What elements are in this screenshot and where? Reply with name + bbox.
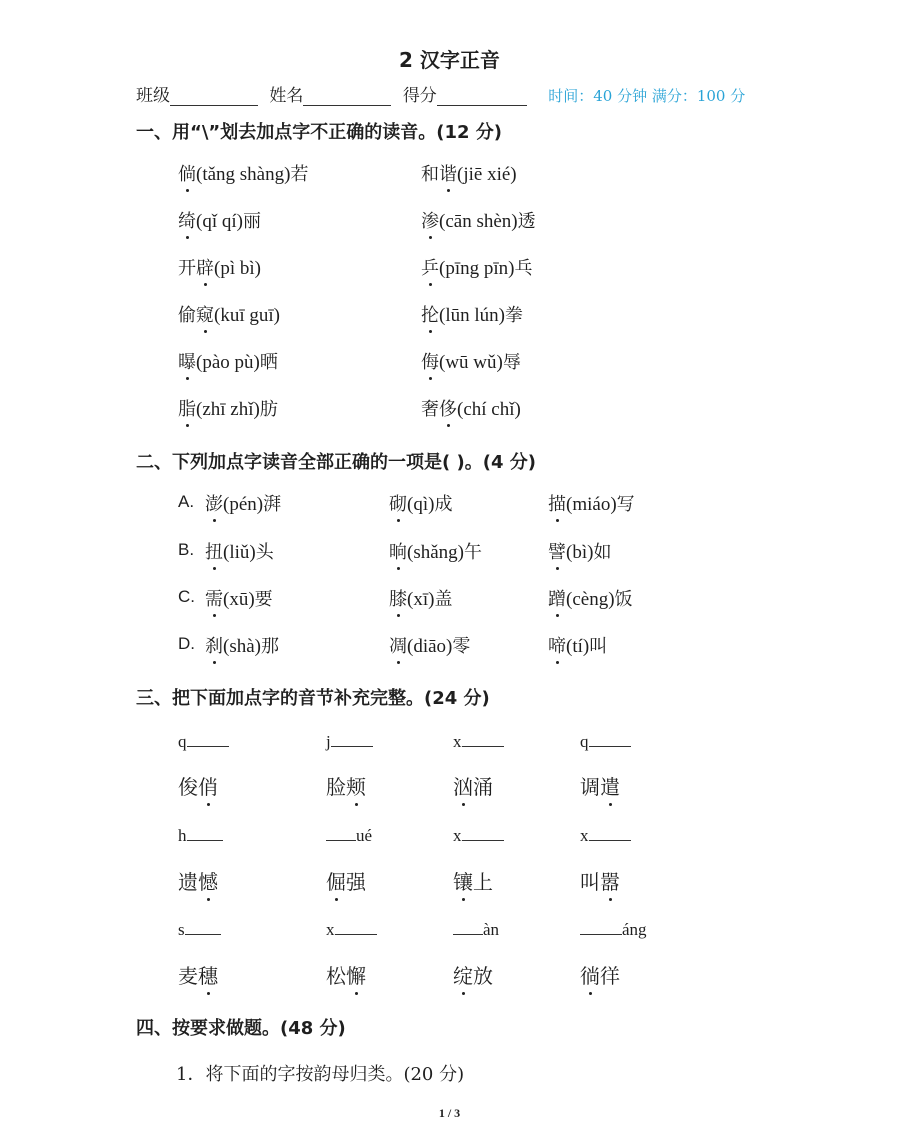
option-row[interactable] xyxy=(178,538,698,566)
pronunciation-item xyxy=(421,301,523,327)
answer-line[interactable] xyxy=(462,826,504,841)
dotted-char: 扭 xyxy=(205,538,223,564)
answer-line[interactable] xyxy=(335,920,377,935)
word-suffix: 强 xyxy=(346,870,366,894)
pinyin-options[interactable]: (shǎng) xyxy=(407,542,464,563)
word-suffix: 湃 xyxy=(263,494,282,515)
word-suffix: 拳 xyxy=(504,305,523,326)
dotted-char: 晌 xyxy=(389,538,407,564)
option-word xyxy=(205,490,281,516)
syllable-blank[interactable] xyxy=(580,920,647,940)
word-suffix: 若 xyxy=(290,164,309,185)
word-suffix: 成 xyxy=(434,494,453,515)
pinyin-options[interactable]: (pì bì) xyxy=(214,258,261,279)
dotted-char: 谐 xyxy=(439,160,457,186)
dotted-char: 俏 xyxy=(198,771,218,800)
dotted-char: 侈 xyxy=(439,395,457,421)
option-word xyxy=(205,585,273,611)
word-prefix: 开 xyxy=(178,258,196,279)
syllable-blank[interactable] xyxy=(580,826,631,846)
dotted-char: 澎 xyxy=(205,490,223,516)
syllable-initial: j xyxy=(326,732,331,751)
pinyin-options[interactable]: (xū) xyxy=(223,589,255,610)
pinyin-options[interactable]: (chí chǐ) xyxy=(457,399,521,420)
pronunciation-item xyxy=(178,348,278,374)
word-suffix: 上 xyxy=(473,870,493,894)
word-prefix: 调 xyxy=(580,775,600,799)
word-suffix: 饭 xyxy=(614,589,633,610)
dotted-char: 啼 xyxy=(548,632,566,658)
word-suffix: 徉 xyxy=(600,964,620,988)
syllable-initial: x xyxy=(453,732,462,751)
time-info: 时间：40 分钟 满分：100 分 xyxy=(548,87,746,105)
pinyin-options[interactable]: (xī) xyxy=(407,589,435,610)
dotted-char: 嚣 xyxy=(600,866,620,895)
pinyin-options[interactable]: (miáo) xyxy=(566,494,617,515)
dotted-char: 辟 xyxy=(196,254,214,280)
dotted-char: 曝 xyxy=(178,348,196,374)
dotted-char: 蹭 xyxy=(548,585,566,611)
word-prefix: 俊 xyxy=(178,775,198,799)
option-row[interactable] xyxy=(178,585,698,613)
pinyin-options[interactable]: (cèng) xyxy=(566,589,615,610)
dotted-char: 窥 xyxy=(196,301,214,327)
option-word xyxy=(205,632,279,658)
dotted-char: 渗 xyxy=(421,207,439,233)
pinyin-options[interactable]: (qǐ qí) xyxy=(196,211,243,232)
section4-heading: 四、按要求做题。(48 分) xyxy=(136,1018,346,1039)
word-item xyxy=(580,866,620,895)
pinyin-options[interactable]: (tí) xyxy=(566,636,590,657)
pronunciation-item xyxy=(178,160,308,186)
word-suffix: 零 xyxy=(452,636,471,657)
dotted-char: 倘 xyxy=(178,160,196,186)
pinyin-options[interactable]: (qì) xyxy=(407,494,435,515)
syllable-blank[interactable] xyxy=(178,826,223,846)
pronunciation-item xyxy=(178,207,261,233)
word-item xyxy=(453,771,493,800)
word-suffix: 午 xyxy=(463,542,482,563)
word-suffix: 如 xyxy=(593,542,612,563)
dotted-char: 需 xyxy=(205,585,223,611)
dotted-char: 凋 xyxy=(389,632,407,658)
pronunciation-item xyxy=(421,207,536,233)
word-suffix: 晒 xyxy=(259,352,278,373)
answer-line[interactable] xyxy=(185,920,221,935)
syllable-initial: q xyxy=(178,732,187,751)
pronunciation-item xyxy=(421,348,521,374)
syllable-initial: x xyxy=(453,826,462,845)
syllable-initial: x xyxy=(580,826,589,845)
pronunciation-item xyxy=(421,254,532,280)
pinyin-options[interactable]: (pīng pīn) xyxy=(439,258,515,279)
word-item xyxy=(580,771,620,800)
word-prefix: 和 xyxy=(421,164,439,185)
word-prefix: 脸 xyxy=(326,775,346,799)
dotted-char: 穗 xyxy=(198,960,218,989)
pinyin-options[interactable]: (pén) xyxy=(223,494,264,515)
word-suffix: 涌 xyxy=(473,775,493,799)
word-item xyxy=(326,960,366,989)
option-word xyxy=(205,538,274,564)
page-number: 1 / 3 xyxy=(438,1106,461,1120)
dotted-char: 譬 xyxy=(548,538,566,564)
word-prefix: 叫 xyxy=(580,870,600,894)
class-blank[interactable] xyxy=(170,87,258,106)
word-item xyxy=(326,866,366,895)
dotted-char: 懈 xyxy=(346,960,366,989)
syllable-blank[interactable] xyxy=(326,920,377,940)
syllable-blank[interactable] xyxy=(453,732,504,752)
word-suffix: 要 xyxy=(254,589,273,610)
pinyin-options[interactable]: (wū wǔ) xyxy=(439,352,503,373)
pronunciation-item xyxy=(178,301,280,327)
answer-line[interactable] xyxy=(462,732,504,747)
syllable-initial: h xyxy=(178,826,187,845)
dotted-char: 描 xyxy=(548,490,566,516)
dotted-char: 刹 xyxy=(205,632,223,658)
word-prefix: 麦 xyxy=(178,964,198,988)
answer-line[interactable] xyxy=(589,826,631,841)
pinyin-options[interactable]: (bì) xyxy=(566,542,594,563)
word-item xyxy=(326,771,366,800)
pinyin-options[interactable]: (diāo) xyxy=(407,636,453,657)
student-info-line xyxy=(136,81,746,106)
syllable-blank[interactable] xyxy=(453,826,504,846)
pinyin-options[interactable]: (lūn lún) xyxy=(439,305,505,326)
option-row[interactable] xyxy=(178,490,698,518)
option-word xyxy=(389,538,482,564)
word-item xyxy=(580,960,620,989)
option-letter: B. xyxy=(178,540,195,559)
dotted-char: 倔 xyxy=(326,866,346,895)
pinyin-options[interactable]: (cān shèn) xyxy=(439,211,518,232)
word-item xyxy=(178,866,218,895)
word-prefix: 松 xyxy=(326,964,346,988)
option-letter: C. xyxy=(178,587,195,606)
syllable-blank[interactable] xyxy=(580,732,631,752)
syllable-blank[interactable] xyxy=(326,732,373,752)
option-row[interactable] xyxy=(178,632,698,660)
pronunciation-item xyxy=(178,254,261,280)
answer-line[interactable] xyxy=(331,732,373,747)
syllable-final: áng xyxy=(622,920,647,939)
word-suffix: 那 xyxy=(260,636,279,657)
pinyin-options[interactable]: (pào pù) xyxy=(196,352,260,373)
pinyin-options[interactable]: (tǎng shàng) xyxy=(196,164,291,185)
name-blank[interactable] xyxy=(303,87,391,106)
pinyin-options[interactable]: (jiē xié) xyxy=(457,164,517,185)
syllable-blank[interactable] xyxy=(178,920,221,940)
section2-heading: 二、下列加点字读音全部正确的一项是( )。(4 分) xyxy=(136,452,536,473)
option-word xyxy=(389,632,470,658)
answer-line[interactable] xyxy=(453,920,483,935)
word-suffix: 写 xyxy=(616,494,635,515)
option-word xyxy=(389,490,452,516)
score-blank[interactable] xyxy=(437,87,527,106)
name-label: 姓名 xyxy=(269,86,304,106)
class-label: 班级 xyxy=(136,86,170,106)
dotted-char: 脂 xyxy=(178,395,196,421)
dotted-char: 汹 xyxy=(453,771,473,800)
answer-line[interactable] xyxy=(187,826,223,841)
answer-line[interactable] xyxy=(589,732,631,747)
pinyin-options[interactable]: (kuī guī) xyxy=(214,305,280,326)
option-letter: D. xyxy=(178,634,195,653)
word-prefix: 遗 xyxy=(178,870,198,894)
syllable-final: ué xyxy=(356,826,373,845)
word-suffix: 丽 xyxy=(242,211,261,232)
syllable-blank[interactable] xyxy=(326,826,372,846)
word-suffix: 叫 xyxy=(589,636,608,657)
option-word xyxy=(548,490,635,516)
option-word xyxy=(548,585,633,611)
section1-heading: 一、用“\”划去加点字不正确的读音。(12 分) xyxy=(136,122,503,143)
answer-line[interactable] xyxy=(326,826,356,841)
dotted-char: 徜 xyxy=(580,960,600,989)
dotted-char: 绮 xyxy=(178,207,196,233)
answer-line[interactable] xyxy=(187,732,229,747)
syllable-initial: q xyxy=(580,732,589,751)
option-letter: A. xyxy=(178,492,195,511)
section4-sub1: 1．将下面的字按韵母归类。(20 分) xyxy=(176,1064,465,1085)
word-suffix: 辱 xyxy=(502,352,521,373)
pronunciation-item xyxy=(421,160,517,186)
option-word xyxy=(389,585,452,611)
dotted-char: 镶 xyxy=(453,866,473,895)
option-word xyxy=(548,632,607,658)
word-item xyxy=(178,771,218,800)
syllable-final: àn xyxy=(483,920,500,939)
dotted-char: 憾 xyxy=(198,866,218,895)
word-suffix: 放 xyxy=(473,964,493,988)
option-word xyxy=(548,538,611,564)
word-item xyxy=(453,866,493,895)
pinyin-options[interactable]: (liǔ) xyxy=(223,542,256,563)
pronunciation-item xyxy=(178,395,278,421)
dotted-char: 绽 xyxy=(453,960,473,989)
word-item xyxy=(178,960,218,989)
syllable-initial: s xyxy=(178,920,185,939)
word-suffix: 乓 xyxy=(514,258,533,279)
word-prefix: 偷 xyxy=(178,305,196,326)
dotted-char: 膝 xyxy=(389,585,407,611)
dotted-char: 抡 xyxy=(421,301,439,327)
word-suffix: 头 xyxy=(255,542,274,563)
dotted-char: 砌 xyxy=(389,490,407,516)
pinyin-options[interactable]: (shà) xyxy=(223,636,261,657)
syllable-blank[interactable] xyxy=(178,732,229,752)
dotted-char: 乒 xyxy=(421,254,439,280)
pronunciation-item xyxy=(421,395,521,421)
word-suffix: 盖 xyxy=(434,589,453,610)
word-prefix: 奢 xyxy=(421,399,439,420)
page-title: 2 汉字正音 xyxy=(399,48,500,72)
word-suffix: 透 xyxy=(517,211,536,232)
word-item xyxy=(453,960,493,989)
score-label: 得分 xyxy=(402,86,437,106)
pinyin-options[interactable]: (zhī zhǐ) xyxy=(196,399,260,420)
answer-line[interactable] xyxy=(580,920,622,935)
dotted-char: 侮 xyxy=(421,348,439,374)
dotted-char: 颊 xyxy=(346,771,366,800)
section3-heading: 三、把下面加点字的音节补充完整。(24 分) xyxy=(136,688,490,709)
dotted-char: 遣 xyxy=(600,771,620,800)
syllable-initial: x xyxy=(326,920,335,939)
word-suffix: 肪 xyxy=(259,399,278,420)
syllable-blank[interactable] xyxy=(453,920,499,940)
